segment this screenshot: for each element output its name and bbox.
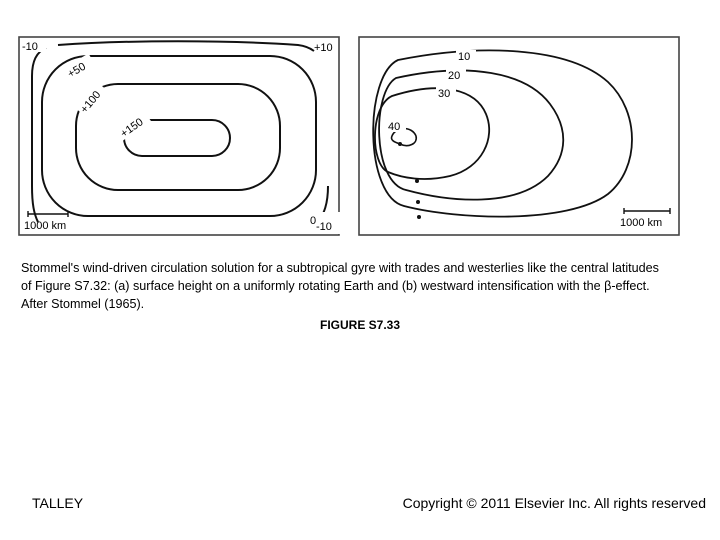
- panel-b-marker-10: [417, 215, 421, 219]
- label-plus10-top-right: +10: [314, 42, 333, 54]
- panel-b-marker-20: [416, 200, 420, 204]
- figure: [18, 36, 680, 236]
- figure-caption: Stommel's wind-driven circulation solution for a subtropical gyre with trades and westerlies like the central latitudes of Figure S7.32: (a) surface height on a uniformly rotating Earth and (b) westward intensification with the β-effect. After Stommel (1965).: [21, 261, 659, 311]
- label-plus100: +100: [78, 88, 104, 116]
- label-minus10-bottom-right: -10: [316, 221, 332, 233]
- figure-title: FIGURE S7.33: [319, 318, 401, 332]
- label-40: 40: [388, 121, 401, 133]
- footer-author: TALLEY: [32, 495, 84, 511]
- panel-b-westward-intensification: [358, 36, 680, 236]
- label-30: 30: [438, 88, 451, 100]
- panel-b-scale-bar-label: 1000 km: [620, 217, 663, 229]
- label-plus150: +150: [118, 116, 146, 141]
- panel-a-plot: [18, 36, 340, 236]
- panel-b-marker-30: [415, 179, 419, 183]
- panel-b-plot: [358, 36, 680, 236]
- panel-b-marker-40: [398, 142, 402, 146]
- footer-copyright: Copyright © 2011 Elsevier Inc. All rights reserved: [402, 495, 706, 511]
- label-minus10-top-left: -10: [22, 41, 38, 53]
- panel-a-scale-bar-label: 1000 km: [24, 220, 67, 232]
- panel-b-frame: [359, 37, 679, 235]
- label-10: 10: [458, 51, 471, 63]
- label-zero: 0: [310, 215, 317, 227]
- label-20: 20: [448, 70, 461, 82]
- label-plus50: +50: [65, 60, 88, 81]
- panel-a-surface-height: [18, 36, 340, 236]
